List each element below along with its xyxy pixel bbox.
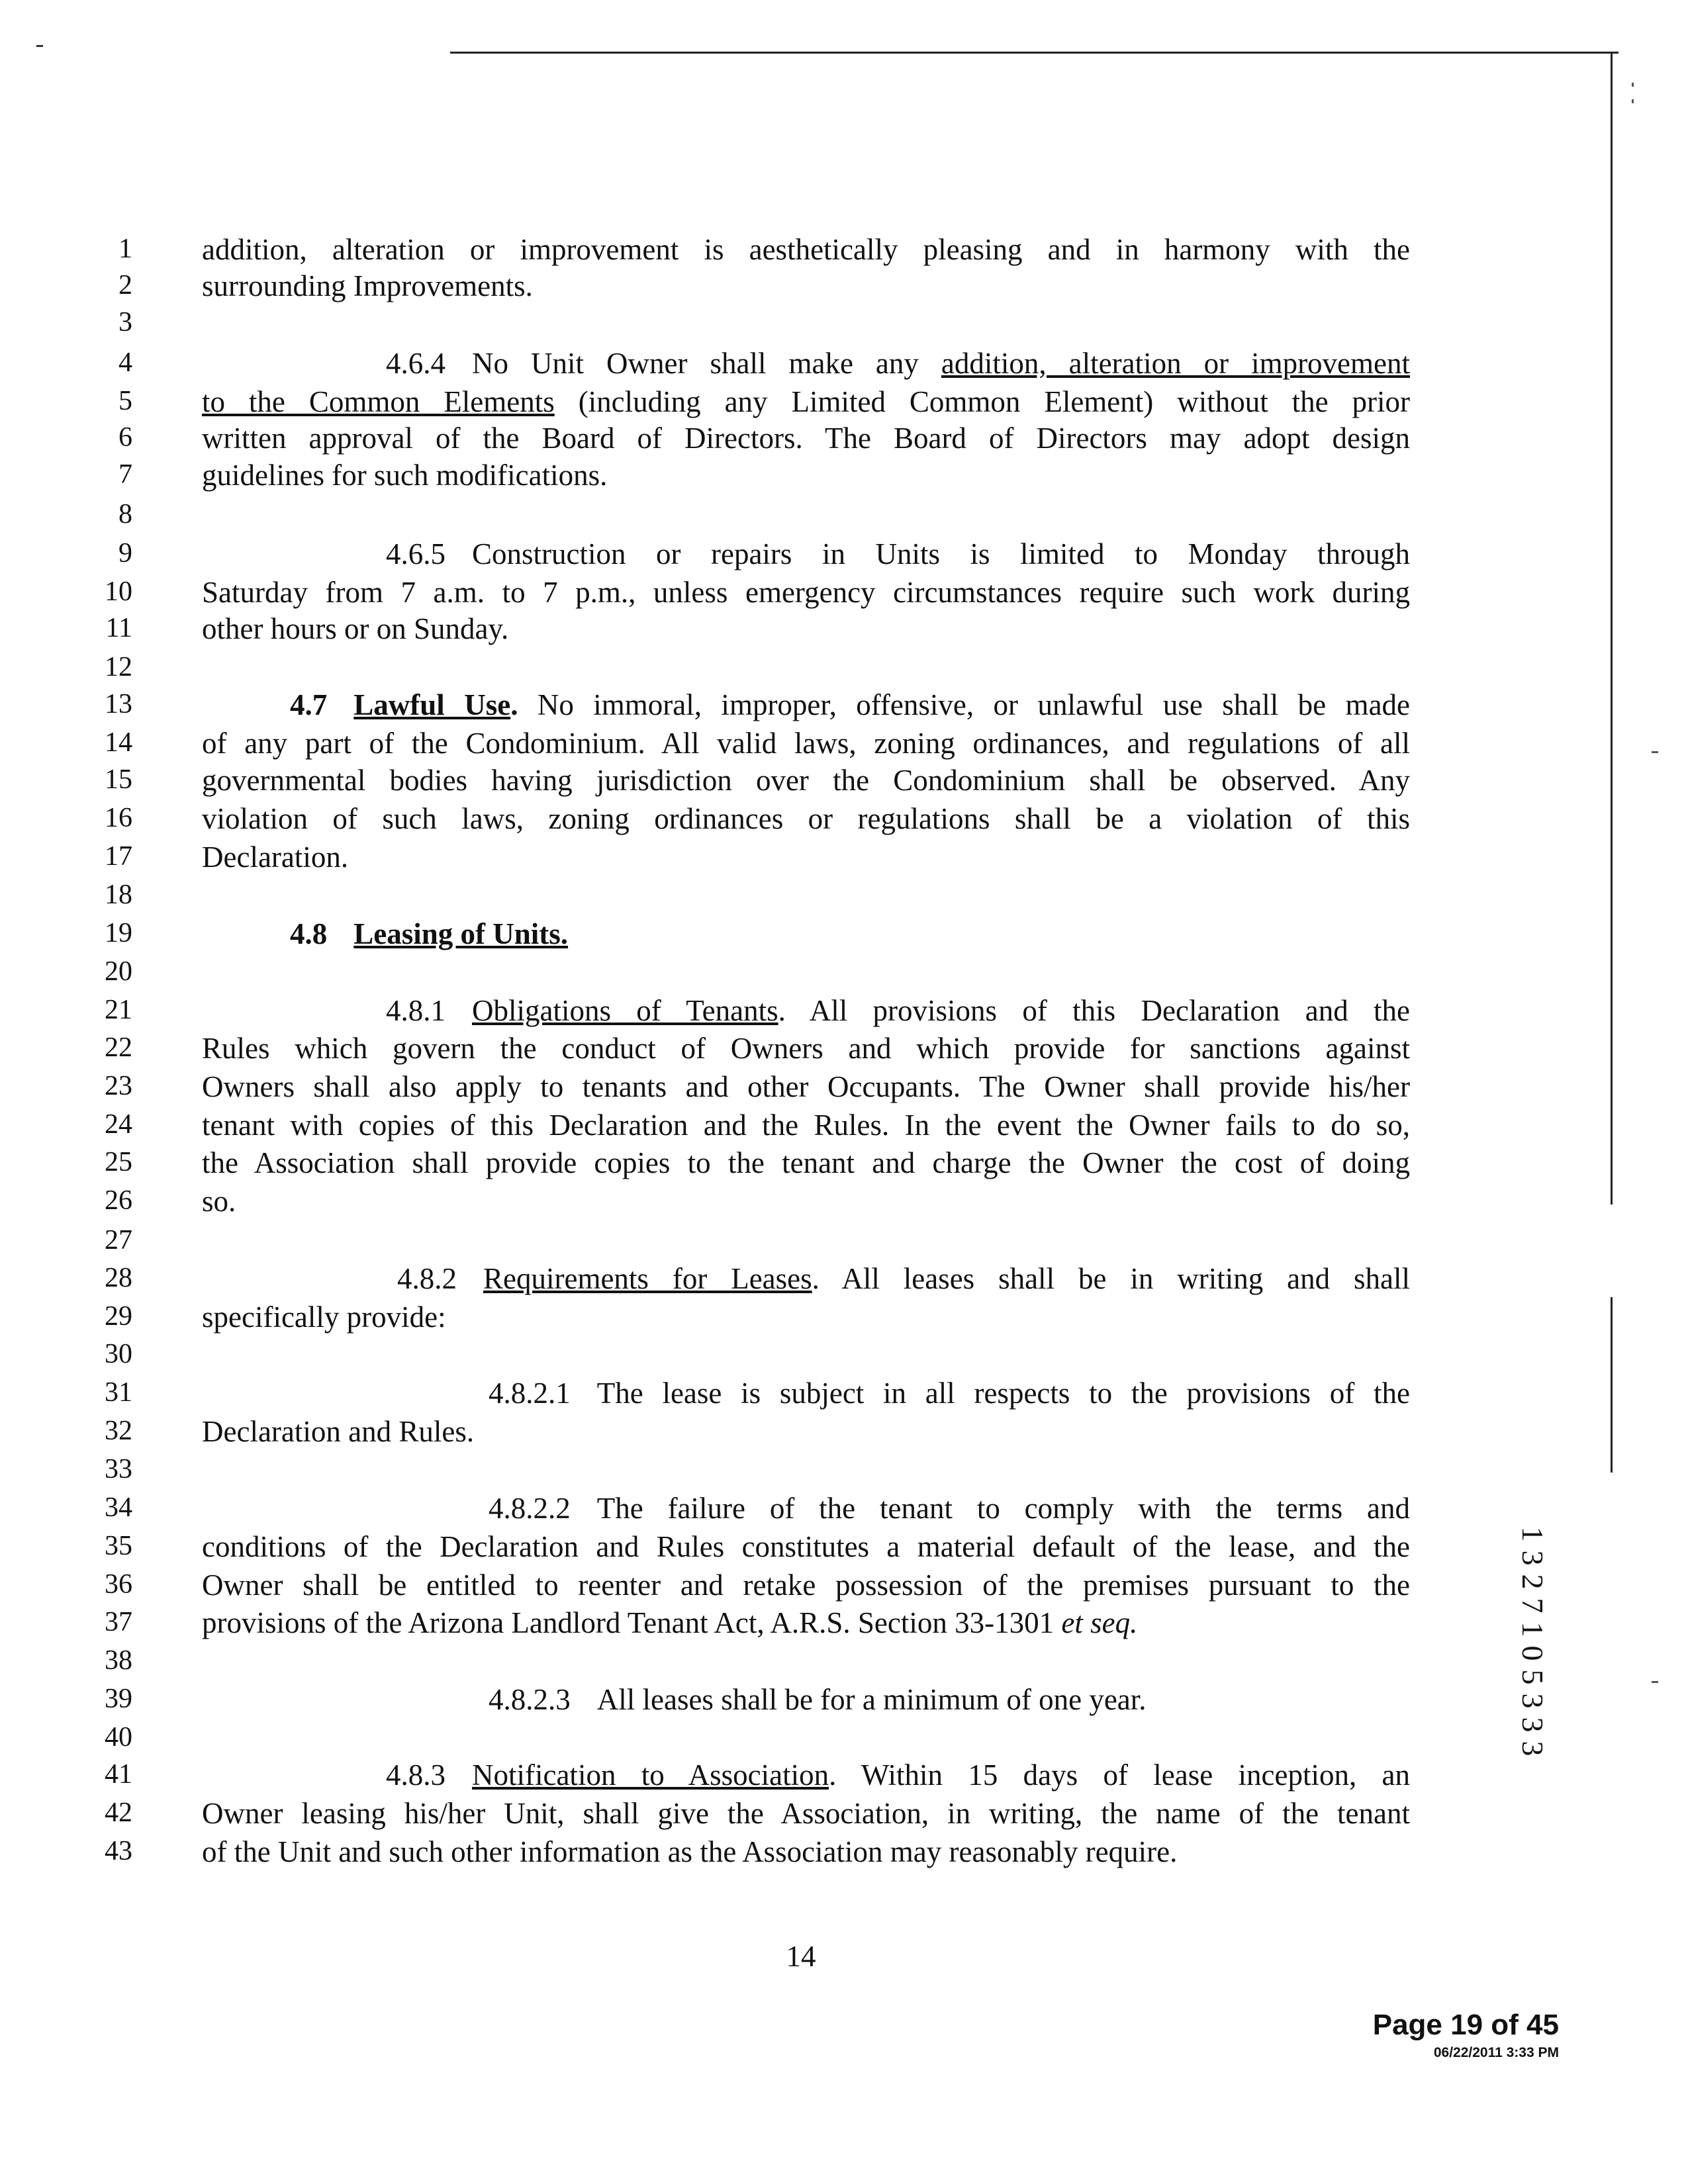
text-line: Owner leasing his/her Unit, shall give the Association, in writing, the name of the tenant	[202, 1797, 1410, 1830]
text-line: Owners shall also apply to tenants and other Occupants. The Owner shall provide his/her	[202, 1070, 1410, 1103]
line-number: 6	[118, 422, 132, 453]
page-number: 14	[786, 1940, 816, 1973]
text-line: surrounding Improvements.	[202, 269, 533, 302]
line-number: 35	[105, 1531, 132, 1561]
scan-speck	[1652, 1681, 1658, 1683]
line-number: 11	[105, 613, 132, 643]
scan-speck	[1632, 99, 1634, 103]
line-number: 32	[105, 1416, 132, 1446]
line-number: 12	[105, 652, 132, 682]
top-border-line	[450, 52, 1618, 54]
line-number: 14	[105, 727, 132, 758]
line-number: 22	[105, 1032, 132, 1063]
scan-speck	[1632, 83, 1634, 87]
text-line: conditions of the Declaration and Rules constitutes a material default of the lease, and the	[202, 1530, 1410, 1563]
scan-corner-mark	[36, 45, 43, 47]
text-line: of any part of the Condominium. All valid laws, zoning ordinances, and regulations of all	[202, 727, 1410, 760]
line-number: 42	[105, 1797, 132, 1828]
text-line: provisions of the Arizona Landlord Tenant Act, A.R.S. Section 33-1301 et seq.	[202, 1606, 1138, 1639]
section-4-8-3: 4.8.3 Notification to Association. Within 15 days of lease inception, an	[386, 1758, 1411, 1792]
line-number: 25	[105, 1147, 132, 1177]
line-number: 3	[118, 307, 132, 338]
line-number: 9	[118, 538, 132, 569]
text-line: specifically provide:	[202, 1300, 446, 1334]
text-line: governmental bodies having jurisdiction over the Condominium shall be observed. Any	[202, 764, 1410, 797]
section-4-8-2-1: 4.8.2.1 The lease is subject in all respects to the provisions of the	[489, 1377, 1410, 1410]
section-4-8-2: 4.8.2 Requirements for Leases. All leases shall be in writing and shall	[397, 1262, 1410, 1295]
footer-timestamp: 06/22/2011 3:33 PM	[1433, 2045, 1559, 2060]
line-number: 17	[105, 841, 132, 872]
footer-page-count: Page 19 of 45	[1372, 2009, 1559, 2041]
recording-stamp: 1 3 2 7 1 0 5 3 3 3	[1516, 1526, 1550, 1756]
section-4-6-4: 4.6.4 No Unit Owner shall make any addition, alteration or improvement	[386, 347, 1411, 380]
text-line: guidelines for such modifications.	[202, 459, 608, 492]
line-number: 36	[105, 1569, 132, 1600]
line-number: 1	[118, 234, 132, 264]
line-number: 33	[105, 1454, 132, 1484]
line-number: 13	[105, 689, 132, 719]
line-number: 30	[105, 1339, 132, 1369]
line-number: 38	[105, 1645, 132, 1676]
text-line: so.	[202, 1185, 236, 1218]
text-line: Declaration and Rules.	[202, 1415, 475, 1448]
text-line: violation of such laws, zoning ordinances or regulations shall be a violation of this	[202, 802, 1410, 835]
section-4-7: 4.7 Lawful Use. No immoral, improper, offensive, or unlawful use shall be made	[290, 688, 1411, 721]
section-4-6-5: 4.6.5 Construction or repairs in Units is limited to Monday through	[386, 537, 1410, 570]
line-number: 10	[105, 576, 132, 607]
line-number: 16	[105, 803, 132, 833]
line-number: 26	[105, 1185, 132, 1216]
line-number: 28	[105, 1263, 132, 1293]
text-line: other hours or on Sunday.	[202, 612, 509, 645]
text-line: Saturday from 7 a.m. to 7 p.m., unless emergency circumstances require such work during	[202, 576, 1410, 609]
line-number: 23	[105, 1071, 132, 1101]
section-4-8-2-3: 4.8.2.3 All leases shall be for a minimum of one year.	[489, 1683, 1147, 1716]
text-line: Rules which govern the conduct of Owners and which provide for sanctions against	[202, 1032, 1410, 1065]
text-line: Declaration.	[202, 841, 349, 874]
line-number: 2	[118, 270, 132, 300]
line-number: 39	[105, 1684, 132, 1714]
section-4-8-2-2: 4.8.2.2 The failure of the tenant to comply with the terms and	[489, 1492, 1410, 1525]
line-number: 7	[118, 459, 132, 490]
line-number: 4	[118, 347, 132, 378]
line-number: 41	[105, 1759, 132, 1790]
text-line: to the Common Elements (including any Limited Common Element) without the prior	[202, 385, 1411, 418]
line-number: 34	[105, 1492, 132, 1523]
text-line: tenant with copies of this Declaration and the Rules. In the event the Owner fails to do so,	[202, 1109, 1410, 1142]
line-number: 20	[105, 956, 132, 987]
text-line: addition, alteration or improvement is aesthetically pleasing and in harmony with the	[202, 233, 1410, 266]
section-4-8-heading: 4.8 Leasing of Units.	[290, 917, 569, 950]
line-number: 5	[118, 386, 132, 416]
line-number: 43	[105, 1836, 132, 1866]
text-line: of the Unit and such other information as the Association may reasonably require.	[202, 1835, 1178, 1868]
scan-speck	[1652, 751, 1658, 753]
line-number: 31	[105, 1377, 132, 1408]
right-border-line-lower	[1611, 1297, 1613, 1473]
line-number: 8	[118, 499, 132, 529]
line-number: 29	[105, 1301, 132, 1332]
line-number: 40	[105, 1722, 132, 1752]
line-number: 24	[105, 1109, 132, 1140]
line-number: 19	[105, 918, 132, 948]
line-number: 15	[105, 764, 132, 795]
right-border-line	[1611, 53, 1613, 1205]
text-line: the Association shall provide copies to the tenant and charge the Owner the cost of doing	[202, 1146, 1410, 1179]
line-number: 18	[105, 880, 132, 910]
line-number: 27	[105, 1225, 132, 1255]
line-number: 37	[105, 1607, 132, 1637]
section-4-8-1: 4.8.1 Obligations of Tenants. All provisions of this Declaration and the	[386, 994, 1410, 1027]
text-line: Owner shall be entitled to reenter and retake possession of the premises pursuant to the	[202, 1569, 1410, 1602]
text-line: written approval of the Board of Directors. The Board of Directors may adopt design	[202, 422, 1410, 455]
line-number: 21	[105, 995, 132, 1025]
